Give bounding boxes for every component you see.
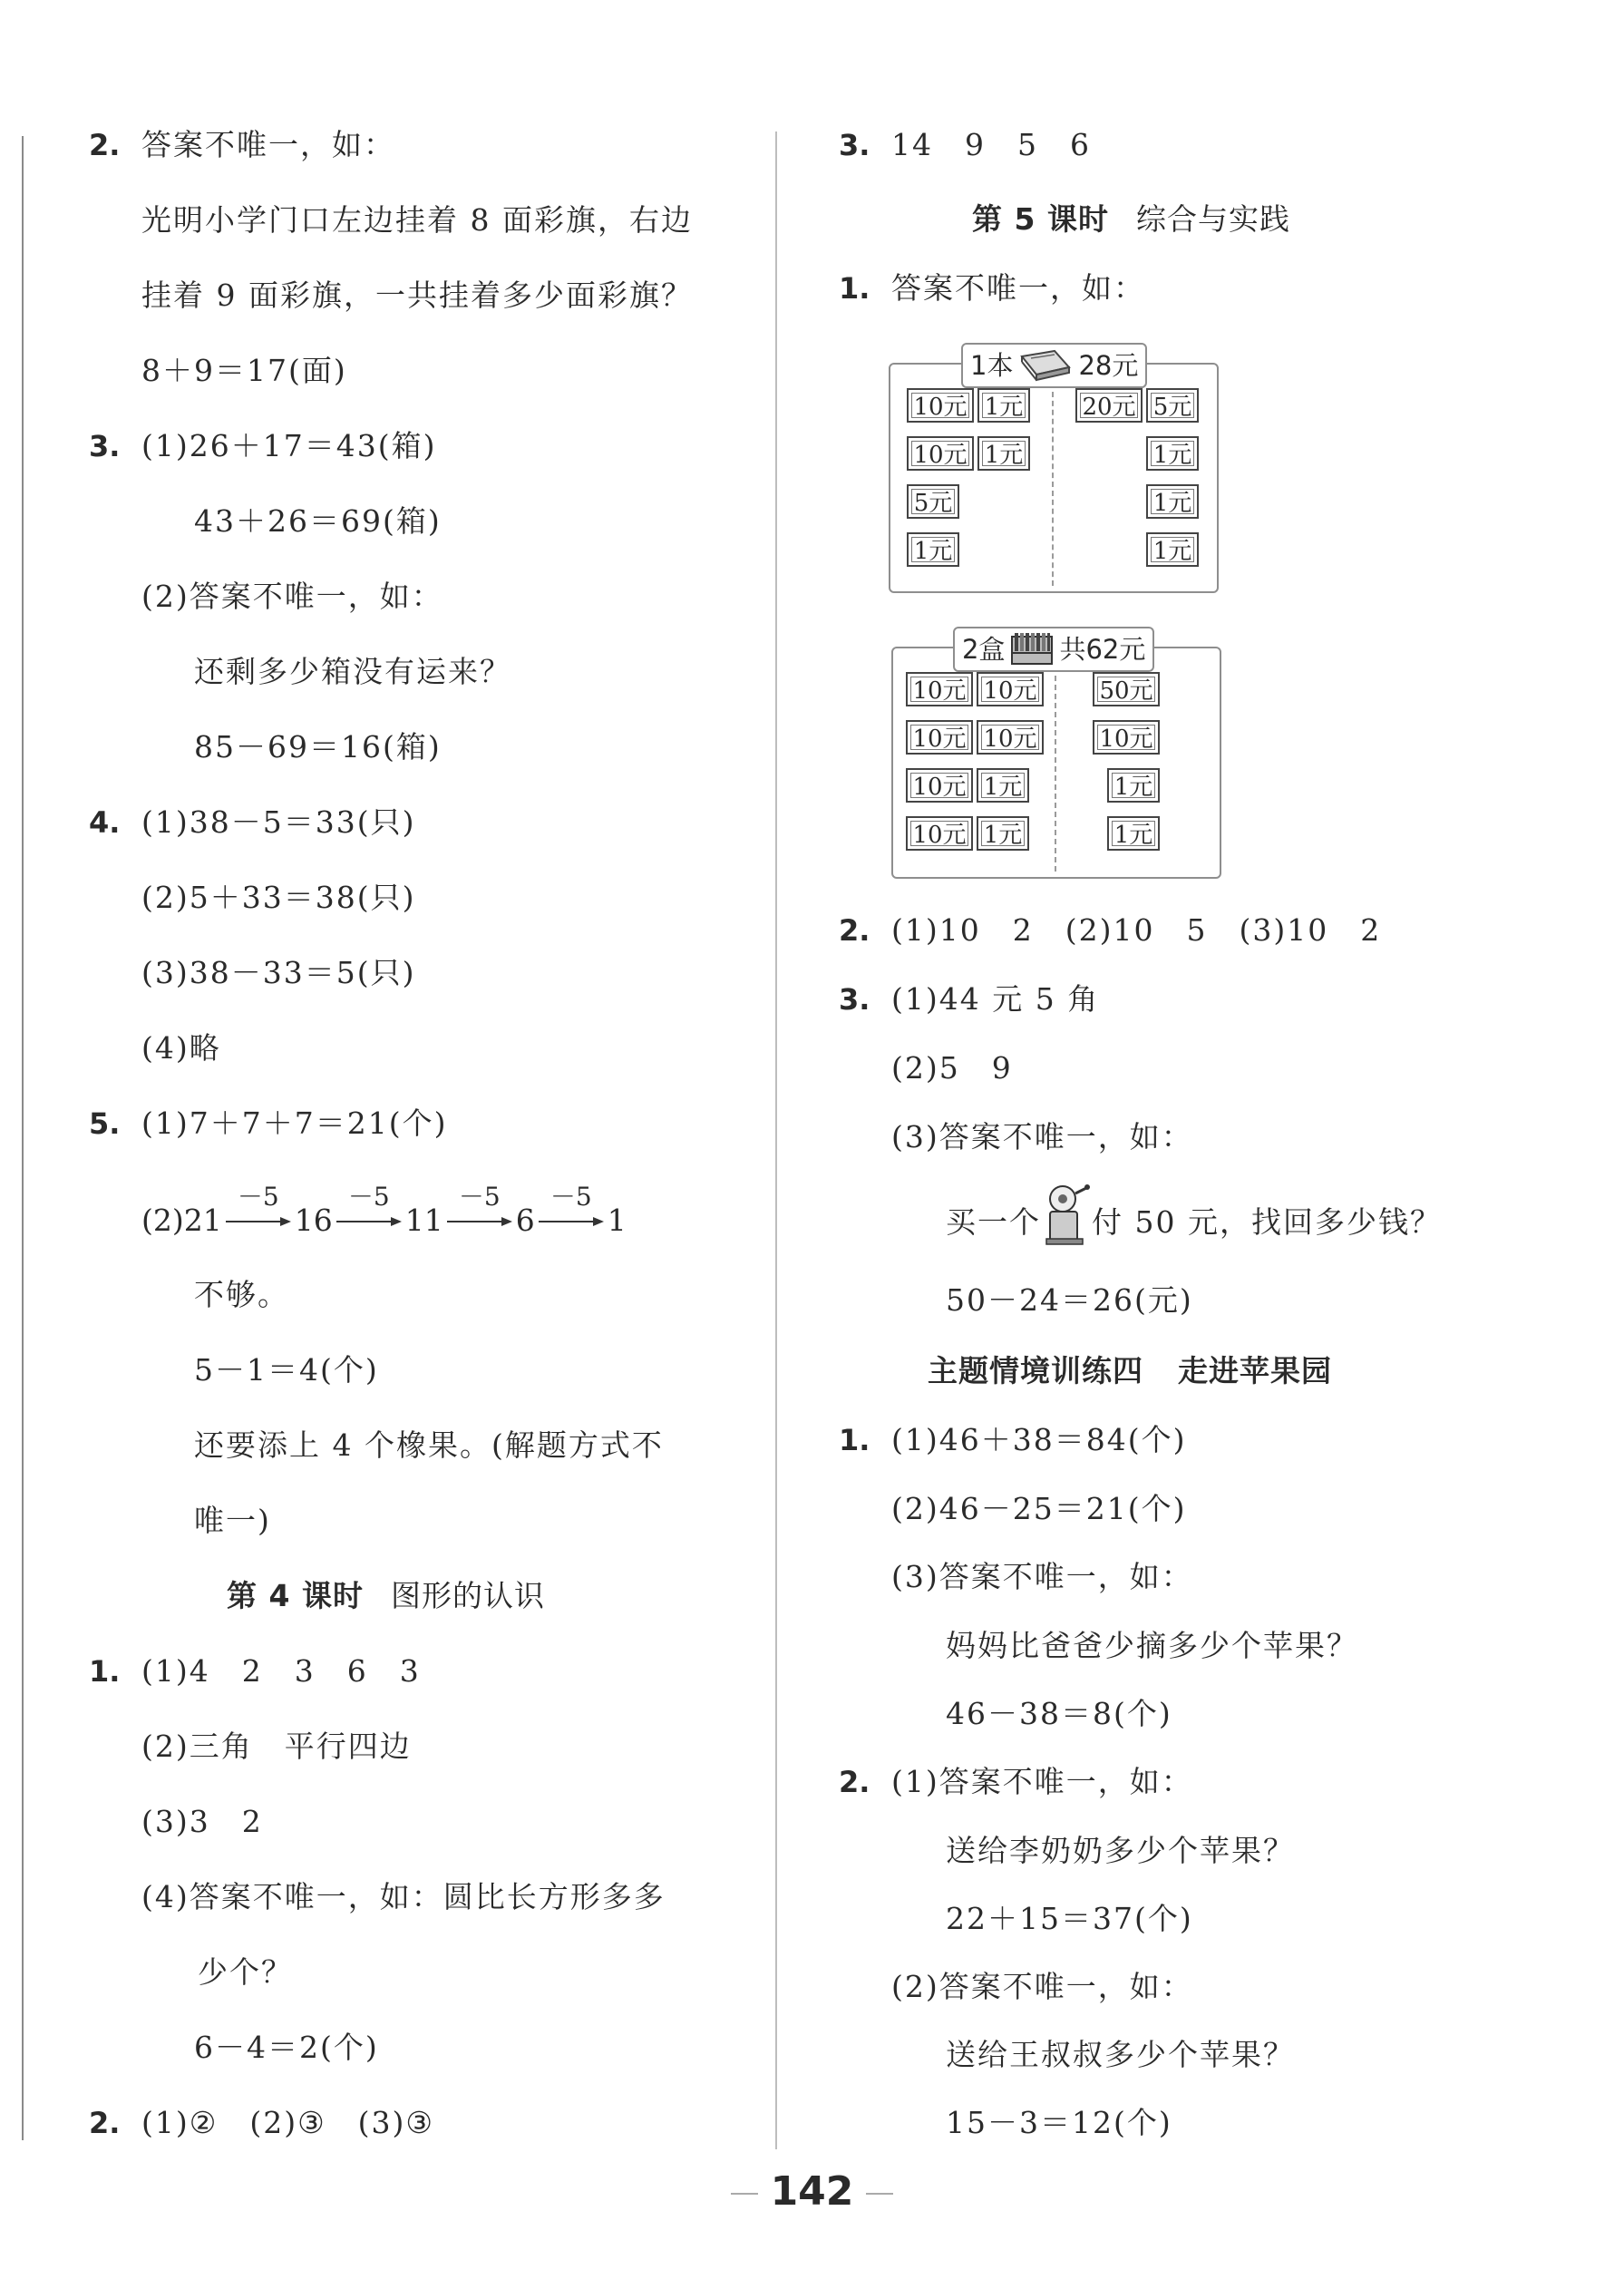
panel-title	[953, 627, 1154, 672]
answer-line: 8＋9＝17(面)	[141, 353, 347, 388]
money-note: 1元	[977, 768, 1029, 803]
question-number: 4.	[89, 805, 121, 840]
answer-line: (2)答案不唯一，如：	[891, 1969, 1193, 2004]
book-icon	[1018, 347, 1073, 384]
question-number: 3.	[839, 128, 870, 162]
question-number: 2.	[839, 1765, 870, 1799]
answer-text: 答案不唯一，如：	[891, 270, 1145, 306]
answer-line: (2)答案不唯一，如：	[141, 579, 443, 614]
question-number: 2.	[89, 2106, 121, 2140]
chain-value: 16	[294, 1203, 333, 1238]
answer-text: (1)46＋38＝84(个)	[891, 1422, 1187, 1457]
money-note: 10元	[907, 388, 974, 423]
answer-text: 付 50 元，找回多少钱？	[1092, 1204, 1442, 1240]
answer-line: 妈妈比爸爸少摘多少个苹果？	[946, 1628, 1358, 1663]
answer-line: 85－69＝16(箱)	[194, 729, 442, 765]
answer-text: 买一个	[946, 1204, 1041, 1240]
money-note: 1元	[907, 532, 959, 567]
answer-line	[839, 912, 1381, 949]
money-note: 10元	[977, 720, 1044, 755]
money-note: 1元	[977, 388, 1030, 423]
question-number: 2.	[839, 913, 870, 948]
arrow	[539, 1182, 604, 1239]
answer-line	[839, 1422, 1186, 1458]
answer-line: 5－1＝4(个)	[194, 1352, 379, 1388]
answer-line: 少个？	[198, 1954, 293, 1990]
panel-title-left: 1本	[970, 350, 1014, 381]
heading-title: 第 4 课时	[227, 1578, 364, 1613]
money-note: 5元	[907, 484, 959, 519]
right-arrow-icon	[447, 1215, 512, 1228]
heading-subtitle: 图形的认识	[390, 1578, 545, 1613]
answer-text: 答案不唯一，如：	[141, 127, 395, 162]
crayon-box-icon	[1010, 631, 1054, 667]
answer-text: (1)26＋17＝43(箱)	[141, 428, 437, 463]
money-note: 1元	[1146, 484, 1199, 519]
answer-text: (1)答案不唯一，如：	[891, 1764, 1193, 1799]
answer-text: (1)38－5＝33(只)	[141, 804, 416, 840]
answer-line: (2)5 9	[891, 1050, 1013, 1086]
answer-line: 22＋15＝37(个)	[946, 1901, 1193, 1936]
answer-line	[946, 1201, 1442, 1248]
money-panel-book	[889, 350, 1219, 593]
answer-line: 15－3＝12(个)	[946, 2105, 1172, 2140]
question-number: 3.	[839, 982, 870, 1017]
question-number: 1.	[839, 1423, 870, 1457]
page-footer	[0, 2169, 1624, 2215]
chain-value: 6	[515, 1203, 535, 1238]
money-note: 1元	[977, 436, 1030, 471]
money-note: 1元	[1146, 436, 1199, 471]
arrow-chain	[141, 1182, 627, 1239]
heading-title: 主题情境训练四	[928, 1353, 1143, 1388]
answer-line: 送给王叔叔多少个苹果？	[946, 2037, 1295, 2072]
answer-line	[89, 2105, 434, 2141]
footer-dash	[866, 2193, 893, 2195]
question-number: 3.	[89, 429, 121, 463]
answer-line	[839, 127, 1091, 163]
money-note: 10元	[1093, 720, 1160, 755]
arrow-label: －5	[347, 1182, 390, 1212]
page-number: 142	[770, 2168, 854, 2215]
arrow-label: －5	[458, 1182, 501, 1212]
right-arrow-icon	[336, 1215, 402, 1228]
answer-line: (4)略	[141, 1030, 221, 1066]
money-note: 10元	[906, 816, 973, 851]
arrow-label: －5	[549, 1182, 592, 1212]
money-note: 1元	[1107, 768, 1160, 803]
column-divider	[775, 131, 777, 2149]
answer-line: (2)三角 平行四边	[141, 1729, 412, 1764]
panel-title-right: 28元	[1078, 350, 1139, 381]
footer-dash	[731, 2193, 758, 2195]
right-arrow-icon	[539, 1215, 604, 1228]
answer-line: 还要添上 4 个橡果。(解题方式不	[194, 1427, 664, 1463]
answer-line: 46－38＝8(个)	[946, 1696, 1172, 1731]
money-note: 10元	[907, 436, 974, 471]
answer-line	[839, 270, 1145, 307]
money-note: 5元	[1146, 388, 1199, 423]
answer-line: 50－24＝26(元)	[946, 1282, 1193, 1318]
answer-line: 6－4＝2(个)	[194, 2030, 379, 2065]
question-number: 5.	[89, 1106, 121, 1141]
money-note: 1元	[1107, 816, 1160, 851]
money-note: 10元	[977, 672, 1044, 706]
arrow	[226, 1182, 291, 1239]
section-heading	[928, 1353, 1332, 1389]
panel-title-right: 共62元	[1059, 634, 1146, 665]
answer-line: 不够。	[194, 1277, 289, 1312]
answer-line	[89, 1653, 421, 1690]
answer-line: 送给李奶奶多少个苹果？	[946, 1833, 1295, 1868]
arrow	[336, 1182, 402, 1239]
answer-line: (3)38－33＝5(只)	[141, 955, 416, 990]
answer-line	[839, 981, 1099, 1018]
arrow-label: －5	[237, 1182, 279, 1212]
answer-line: 唯一)	[194, 1503, 271, 1538]
section-heading	[227, 1578, 545, 1614]
heading-subtitle: 综合与实践	[1135, 201, 1290, 237]
heading-subtitle: 走进苹果园	[1178, 1353, 1332, 1388]
money-note: 10元	[906, 768, 973, 803]
money-note: 1元	[1146, 532, 1199, 567]
answer-line: 光明小学门口左边挂着 8 面彩旗，右边	[141, 202, 693, 238]
money-note: 50元	[1093, 672, 1160, 706]
answer-line: 43＋26＝69(箱)	[194, 503, 442, 539]
answer-line: (2)46－25＝21(个)	[891, 1491, 1187, 1526]
answer-line: 挂着 9 面彩旗，一共挂着多少面彩旗？	[141, 278, 693, 313]
panel-title	[961, 343, 1147, 388]
chain-value: 11	[404, 1203, 443, 1238]
right-arrow-icon	[226, 1215, 291, 1228]
money-note: 1元	[977, 816, 1029, 851]
answer-text: (1)10 2 (2)10 5 (3)10 2	[891, 912, 1382, 948]
pencil-sharpener-icon	[1043, 1183, 1090, 1248]
answer-line	[89, 804, 415, 841]
answer-line: (3)答案不唯一，如：	[891, 1119, 1193, 1154]
arrow	[447, 1182, 512, 1239]
answer-text: (1)② (2)③ (3)③	[141, 2105, 434, 2140]
answer-line: (3)答案不唯一，如：	[891, 1559, 1193, 1594]
question-number: 1.	[839, 271, 870, 306]
chain-start: (2)21	[141, 1203, 222, 1238]
answer-line: (2)5＋33＝38(只)	[141, 880, 416, 915]
money-note: 10元	[906, 720, 973, 755]
answer-line: 还剩多少箱没有运来？	[194, 654, 511, 689]
money-note: 20元	[1075, 388, 1143, 423]
answer-text: 14 9 5 6	[891, 127, 1091, 162]
panel-title-left: 2盒	[962, 634, 1006, 665]
section-heading	[972, 201, 1290, 238]
heading-title: 第 5 课时	[972, 201, 1109, 237]
answer-text: (1)44 元 5 角	[891, 981, 1100, 1017]
money-panel-crayons	[891, 634, 1221, 879]
panel-divider	[1055, 676, 1056, 872]
answer-line: (4)答案不唯一，如：圆比长方形多多	[141, 1879, 666, 1914]
page-left-edge	[22, 136, 24, 2140]
panel-divider	[1052, 392, 1054, 586]
answer-line	[89, 428, 436, 464]
answer-line: (3)3 2	[141, 1804, 263, 1839]
question-number: 2.	[89, 128, 121, 162]
question-number: 1.	[89, 1654, 121, 1689]
chain-value: 1	[607, 1203, 627, 1238]
answer-line	[89, 127, 395, 163]
money-note: 10元	[906, 672, 973, 706]
answer-text: (1)4 2 3 6 3	[141, 1653, 421, 1689]
answer-line	[839, 1764, 1193, 1800]
answer-text: (1)7＋7＋7＝21(个)	[141, 1105, 448, 1141]
answer-line	[89, 1105, 447, 1142]
